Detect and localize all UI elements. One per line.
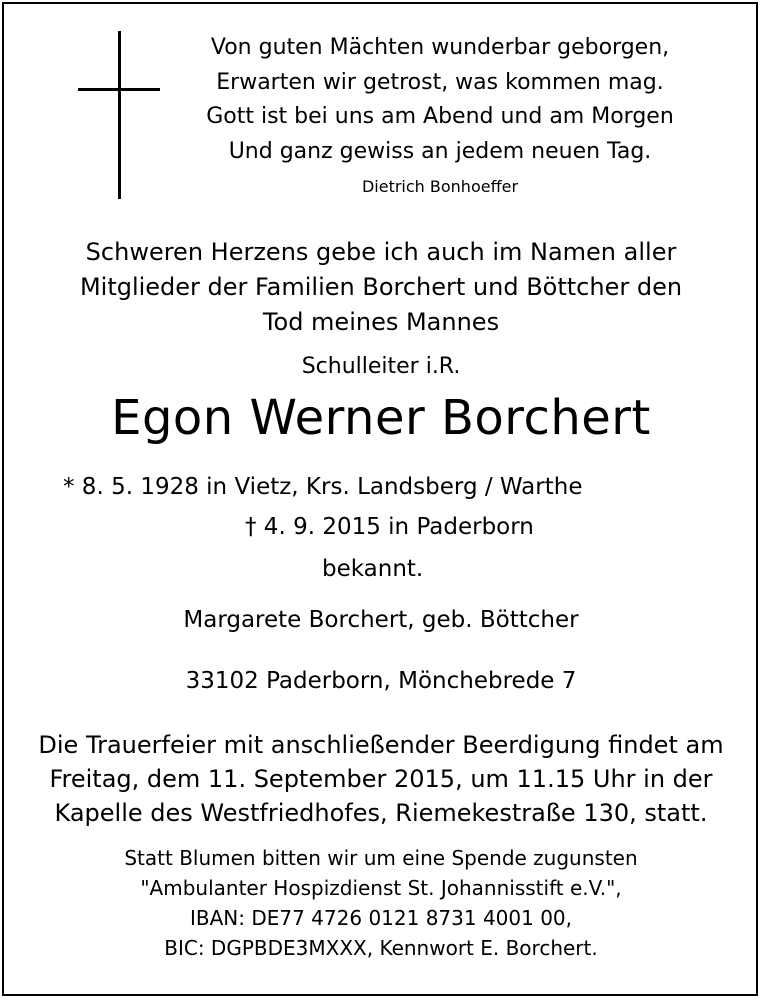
funeral-details: Die Trauerfeier mit anschließender Beerdigung findet am Freitag, dem 11. September 2015, um 11.15 Uhr in der Kapelle des Westfriedhofes, Riemekestraße 130, statt. — [38, 731, 724, 827]
poem-author: Dietrich Bonhoeffer — [361, 177, 519, 196]
birth-line: * 8. 5. 1928 in Vietz, Krs. Landsberg / Warthe — [63, 474, 583, 500]
cross-icon — [78, 31, 160, 199]
poem-verse: Von guten Mächten wunderbar geborgen, Erwarten wir getrost, was kommen mag. Gott ist bei uns am Abend und am Morgen Und ganz gewiss an jedem neuen Tag. — [206, 35, 674, 164]
donation-request: Statt Blumen bitten wir um eine Spende zugunsten "Ambulanter Hospizdienst St. Johannisstift e.V.", IBAN: DE77 4726 0121 8731 4001 00, BIC: DGPBDE3MXXX, Kennwort E. Borchert. — [124, 846, 638, 960]
deceased-name: Egon Werner Borchert — [111, 390, 651, 446]
death-line: † 4. 9. 2015 in Paderborn — [245, 514, 534, 540]
intro-text: Schweren Herzens gebe ich auch im Namen aller Mitglieder der Familien Borchert und Böttcher den Tod meines Mannes — [79, 238, 683, 336]
signatory-address: 33102 Paderborn, Mönchebrede 7 — [185, 668, 577, 694]
signatory-name: Margarete Borchert, geb. Böttcher — [183, 607, 579, 633]
deceased-title: Schulleiter i.R. — [301, 354, 461, 379]
known-text: bekannt. — [322, 556, 424, 582]
